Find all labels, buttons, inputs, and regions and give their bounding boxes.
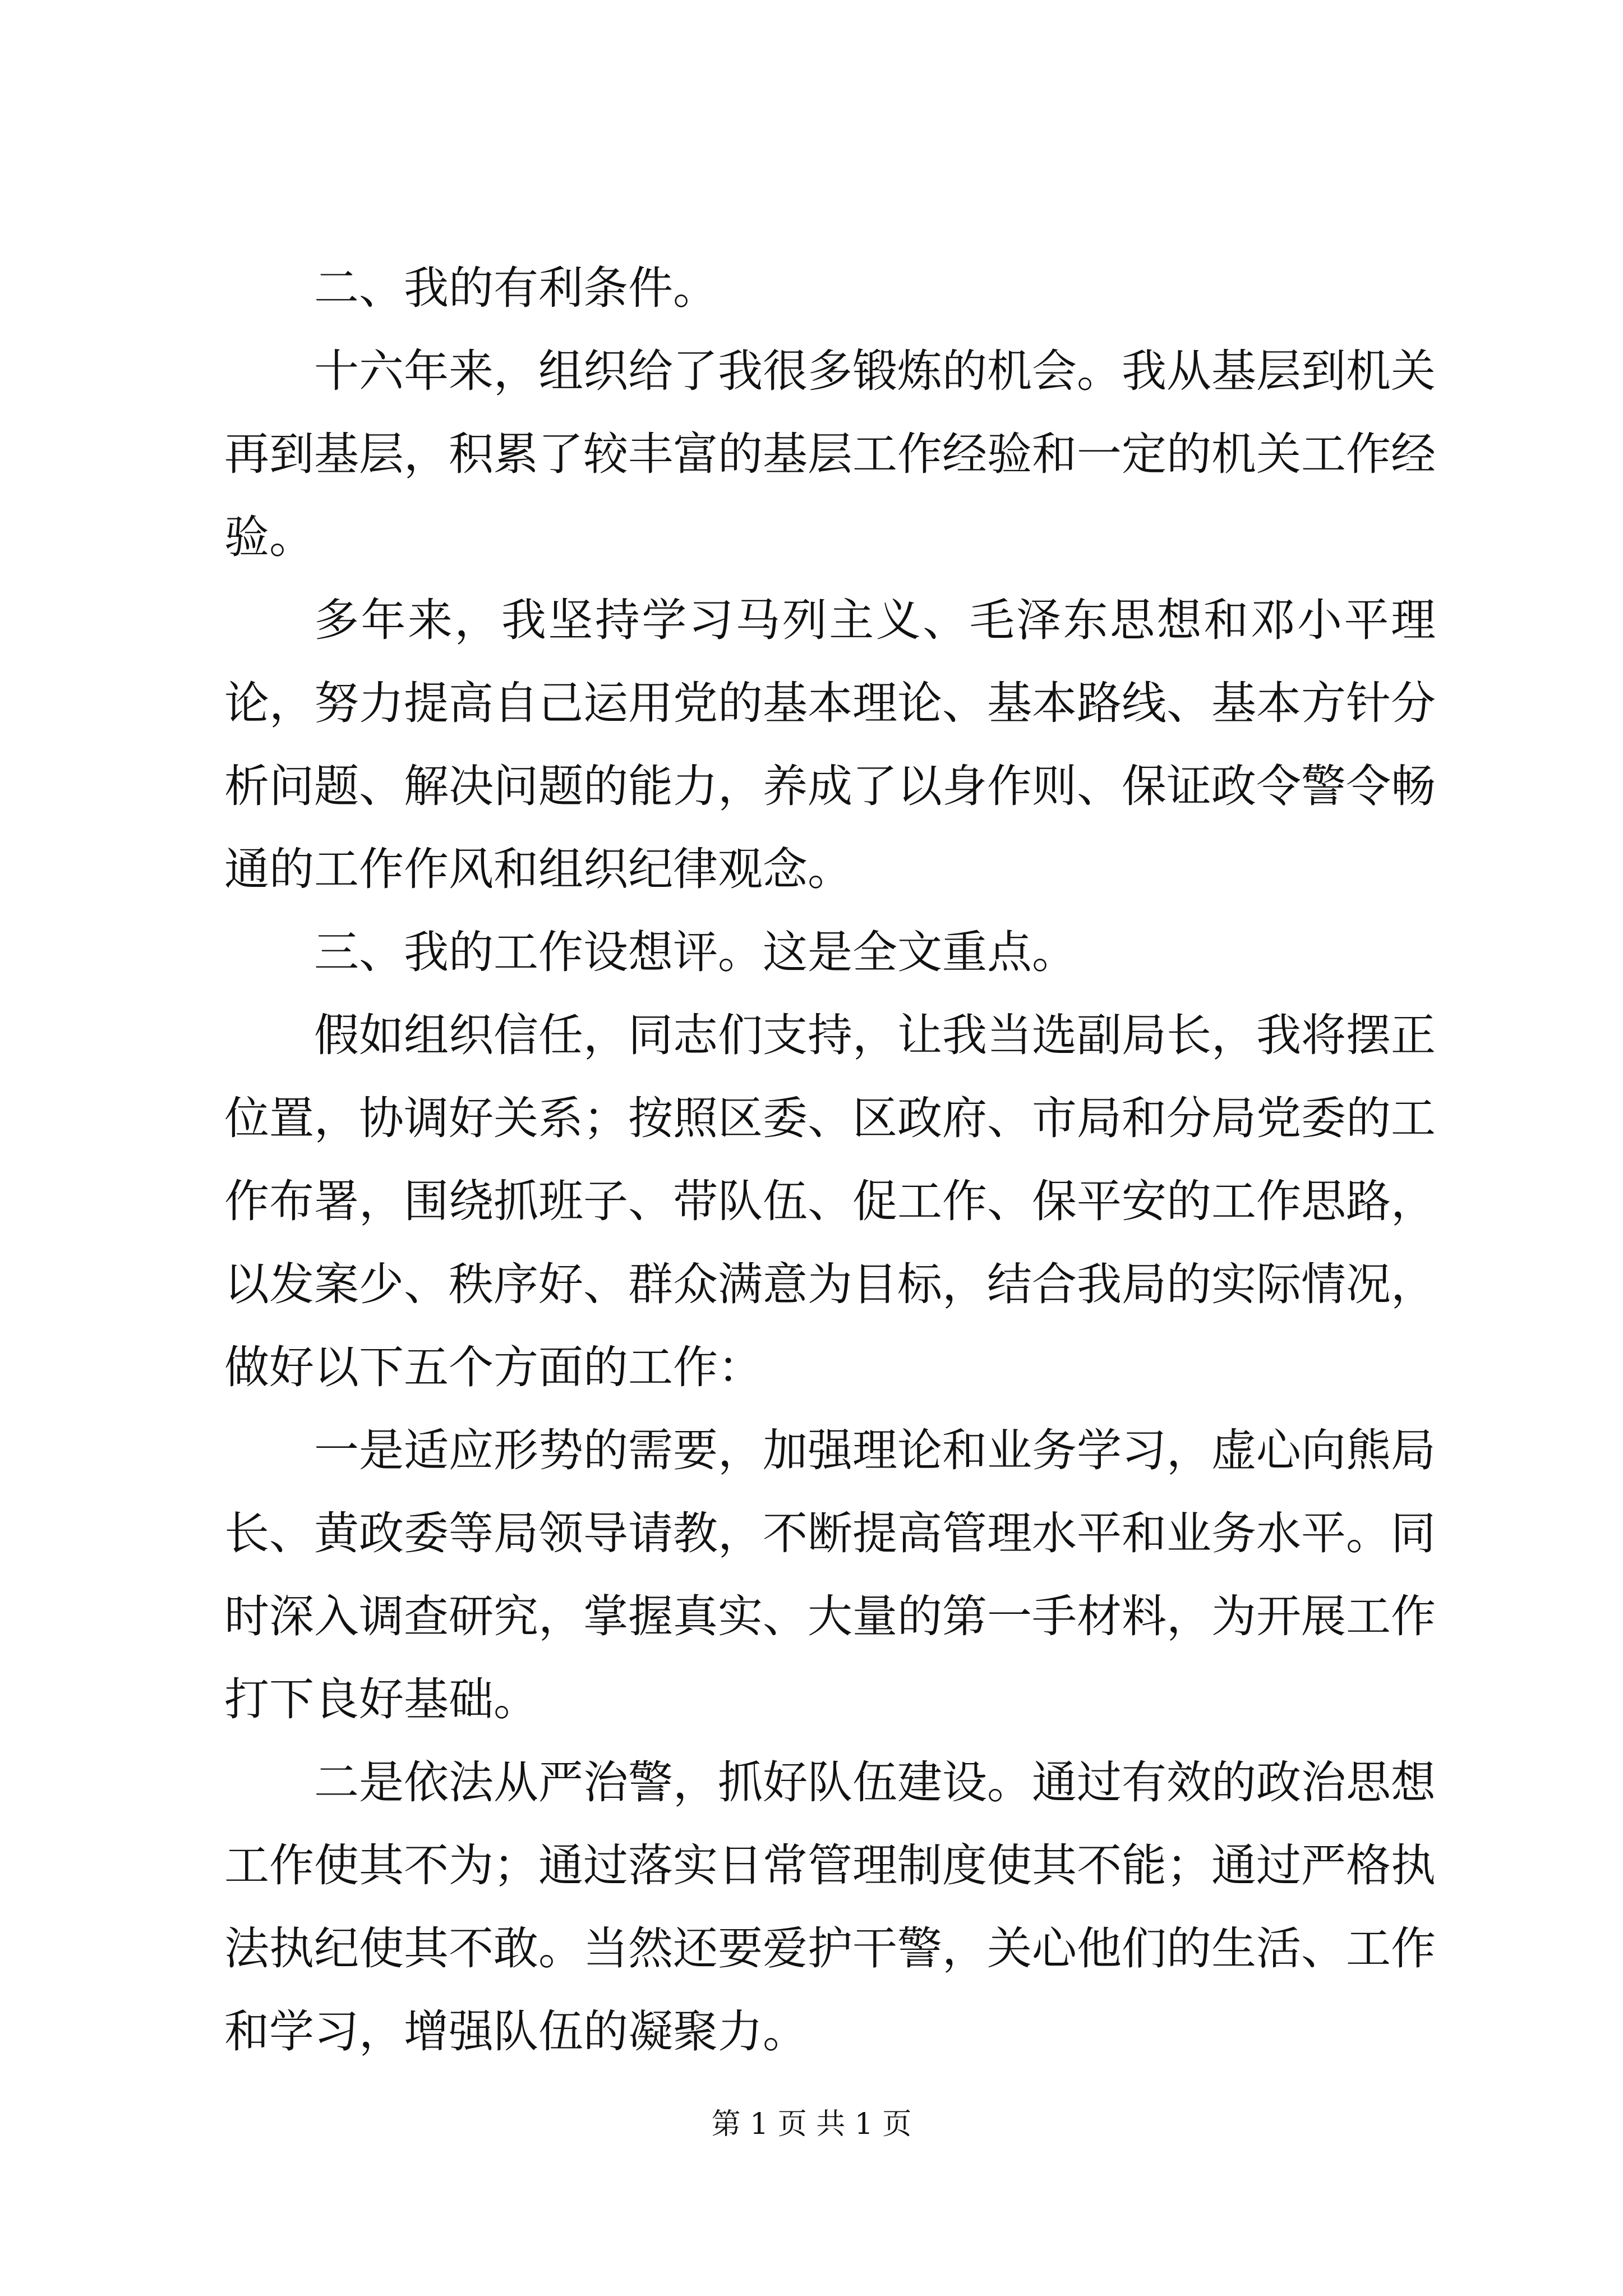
paragraph: 多年来，我坚持学习马列主义、毛泽东思想和邓小平理论，努力提高自己运用党的基本理论、基本路线、基本方针分析问题、解决问题的能力，养成了以身作则、保证政令警令畅通的工作作风和组织纪律观念。 (224, 594, 1436, 895)
document-body (224, 247, 1436, 2073)
paragraph: 假如组织信任，同志们支持，让我当选副局长，我将摆正位置，协调好关系；按照区委、区政府、市局和分局党委的工作布署，围绕抓班子、带队伍、促工作、保平安的工作思路，以发案少、秩序好、群众满意为目标，结合我局的实际情况，做好以下五个方面的工作： (224, 1009, 1436, 1393)
paragraph: 二是依法从严治警，抓好队伍建设。通过有效的政治思想工作使其不为；通过落实日常管理制度使其不能；通过严格执法执纪使其不敢。当然还要爱护干警，关心他们的生活、工作和学习，增强队伍的凝聚力。 (224, 1756, 1436, 2058)
paragraph: 一是适应形势的需要，加强理论和业务学习，虚心向熊局长、黄政委等局领导请教，不断提高管理水平和业务水平。同时深入调查研究，掌握真实、大量的第一手材料，为开展工作打下良好基础。 (224, 1424, 1436, 1726)
paragraph-heading-work-plan: 三、我的工作设想评。这是全文重点。 (314, 926, 1077, 978)
paragraph-heading-advantages: 二、我的有利条件。 (314, 262, 718, 314)
page-footer: 第 1 页 共 1 页 (711, 2108, 912, 2141)
paragraph: 十六年来，组织给了我很多锻炼的机会。我从基层到机关再到基层，积累了较丰富的基层工作经验和一定的机关工作经验。 (224, 345, 1436, 563)
